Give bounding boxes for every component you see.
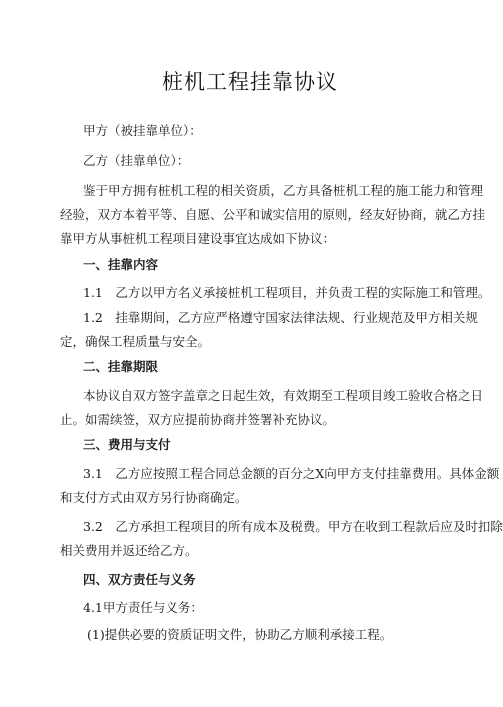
clause-4-1-heading: 4.1甲方责任与义务： bbox=[83, 600, 203, 615]
clause-3-2-line-1: 3.2 乙方承担工程项目的所有成本及税费。甲方在收到工程款后应及时扣除 bbox=[83, 519, 503, 534]
clause-3-1-line-2: 和支付方式由双方另行协商确定。 bbox=[60, 490, 248, 505]
section-2-heading: 二、挂靠期限 bbox=[83, 359, 159, 374]
clause-1-2-line-2: 定，确保工程质量与安全。 bbox=[60, 334, 211, 349]
section-2-line-2: 止。如需续签，双方应提前协商并签署补充协议。 bbox=[60, 412, 336, 427]
clause-1-1: 1.1 乙方以甲方名义承接桩机工程项目，并负责工程的实际施工和管理。 bbox=[83, 285, 491, 300]
section-3-heading: 三、费用与支付 bbox=[83, 437, 171, 452]
section-1-heading: 一、挂靠内容 bbox=[83, 257, 159, 272]
clause-3-2-line-2: 相关费用并返还给乙方。 bbox=[60, 543, 198, 558]
intro-line-1: 鉴于甲方拥有桩机工程的相关资质，乙方具备桩机工程的施工能力和管理 bbox=[83, 183, 484, 198]
section-2-line-1: 本协议自双方签字盖章之日起生效，有效期至工程项目竣工验收合格之日 bbox=[83, 388, 484, 403]
intro-line-2: 经验，双方本着平等、自愿、公平和诚实信用的原则，经友好协商，就乙方挂 bbox=[60, 207, 486, 222]
section-4-heading: 四、双方责任与义务 bbox=[83, 572, 196, 587]
clause-3-1-line-1: 3.1 乙方应按照工程合同总金额的百分之X向甲方支付挂靠费用。具体金额 bbox=[83, 466, 500, 481]
clause-4-1-item-1: (1)提供必要的资质证明文件，协助乙方顺利承接工程。 bbox=[87, 627, 393, 642]
intro-line-3: 靠甲方从事桩机工程项目建设事宜达成如下协议： bbox=[60, 231, 336, 246]
document-title: 桩机工程挂靠协议 bbox=[162, 70, 338, 94]
party-a-line: 甲方（被挂靠单位）： bbox=[83, 123, 202, 138]
clause-1-2-line-1: 1.2 挂靠期间，乙方应严格遵守国家法律法规、行业规范及甲方相关规 bbox=[83, 310, 478, 325]
party-b-line: 乙方（挂靠单位）： bbox=[83, 153, 190, 168]
